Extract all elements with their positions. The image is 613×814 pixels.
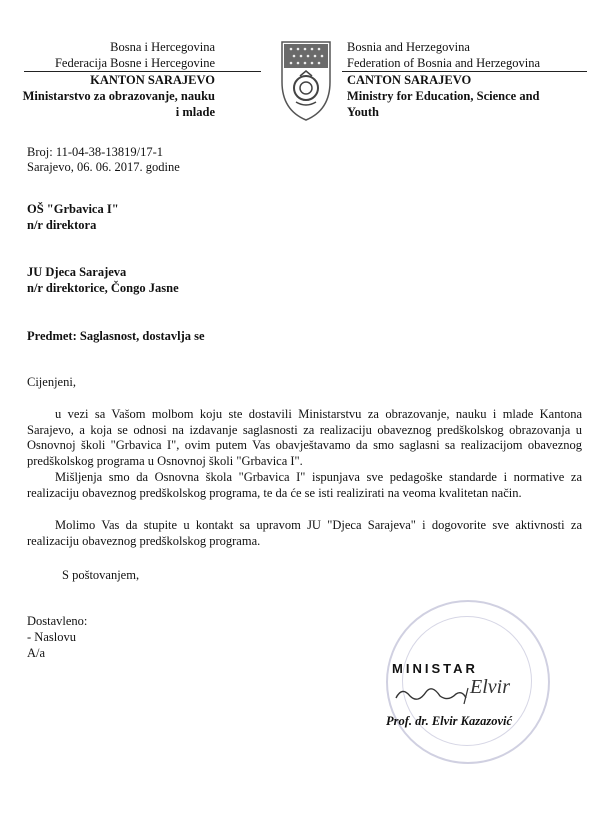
- recipient-1-attn: n/r direktora: [27, 218, 97, 232]
- header-left-canton: KANTON SARAJEVO: [90, 73, 215, 87]
- canton-sarajevo-coat-of-arms-icon: [276, 38, 336, 122]
- closing: S poštovanjem,: [62, 568, 140, 582]
- body-paragraph-2: [27, 470, 582, 501]
- recipient-1-name: OŠ "Grbavica I": [27, 202, 119, 216]
- body-paragraph-1: [27, 407, 582, 470]
- header-right-canton: CANTON SARAJEVO: [347, 73, 472, 87]
- salutation: Cijenjeni,: [27, 375, 76, 389]
- reference-date: Sarajevo, 06. 06. 2017. godine: [27, 160, 180, 174]
- handwritten-signature: Elvir: [470, 676, 510, 698]
- recipient-2-name: JU Djeca Sarajeva: [27, 265, 127, 279]
- reference-number: Broj: 11-04-38-13819/17-1: [27, 145, 163, 159]
- body-paragraph-1-text: u vezi sa Vašom molbom koju ste dostavili Ministarstvu za obrazovanje, nauku i mlade Kantona Sarajevo, a koja se odnosi na izdavanje saglasnosti za realizaciju obaveznog predškolskog obrazovanja u Osnovnoj školi "Grbavica I", ovim putem Vas obavještavamo da smo saglasni sa realizacijom obaveznog predškolskog programa u Osnovnoj školi "Grbavica I".: [27, 407, 582, 469]
- body-paragraph-2-text: Mišljenja smo da Osnovna škola "Grbavica I" ispunjava sve pedagoške standarde i normative za realizaciju obaveznog predškolskog programa, te da će se isti realizirati na veoma kvalitetan način.: [27, 470, 582, 500]
- header-left-rule: [24, 71, 261, 72]
- header-right-ministry-2: Youth: [347, 105, 379, 119]
- distribution-item-2: A/a: [27, 646, 46, 660]
- recipient-2-attn: n/r direktorice, Čongo Jasne: [27, 281, 179, 295]
- subject-line: Predmet: Saglasnost, dostavlja se: [27, 329, 205, 343]
- header-left-ministry-2: i mlade: [175, 105, 215, 119]
- signature-role: MINISTAR: [392, 661, 478, 676]
- header-left-federation: Federacija Bosne i Hercegovine: [54, 56, 215, 70]
- header-left-ministry: Ministarstvo za obrazovanje, nauku: [22, 89, 215, 103]
- distribution-title: Dostavleno:: [27, 614, 88, 628]
- header-right-rule: [342, 71, 587, 72]
- header-left-country: Bosna i Hercegovina: [110, 40, 215, 54]
- body-paragraph-3: [27, 518, 582, 549]
- header-right-federation: Federation of Bosnia and Herzegovina: [347, 56, 540, 70]
- header-right-ministry: Ministry for Education, Science and: [347, 89, 540, 103]
- signature-scribble-icon: [392, 680, 542, 708]
- distribution-item-1: - Naslovu: [27, 630, 76, 644]
- body-paragraph-3-text: Molimo Vas da stupite u kontakt sa upravom JU "Djeca Sarajeva" i dogovorite sve aktivnosti za realizaciju obaveznog predškolskog programa.: [27, 518, 582, 548]
- header-right-country: Bosnia and Herzegovina: [347, 40, 470, 54]
- signature-name: Prof. dr. Elvir Kazazović: [386, 714, 513, 728]
